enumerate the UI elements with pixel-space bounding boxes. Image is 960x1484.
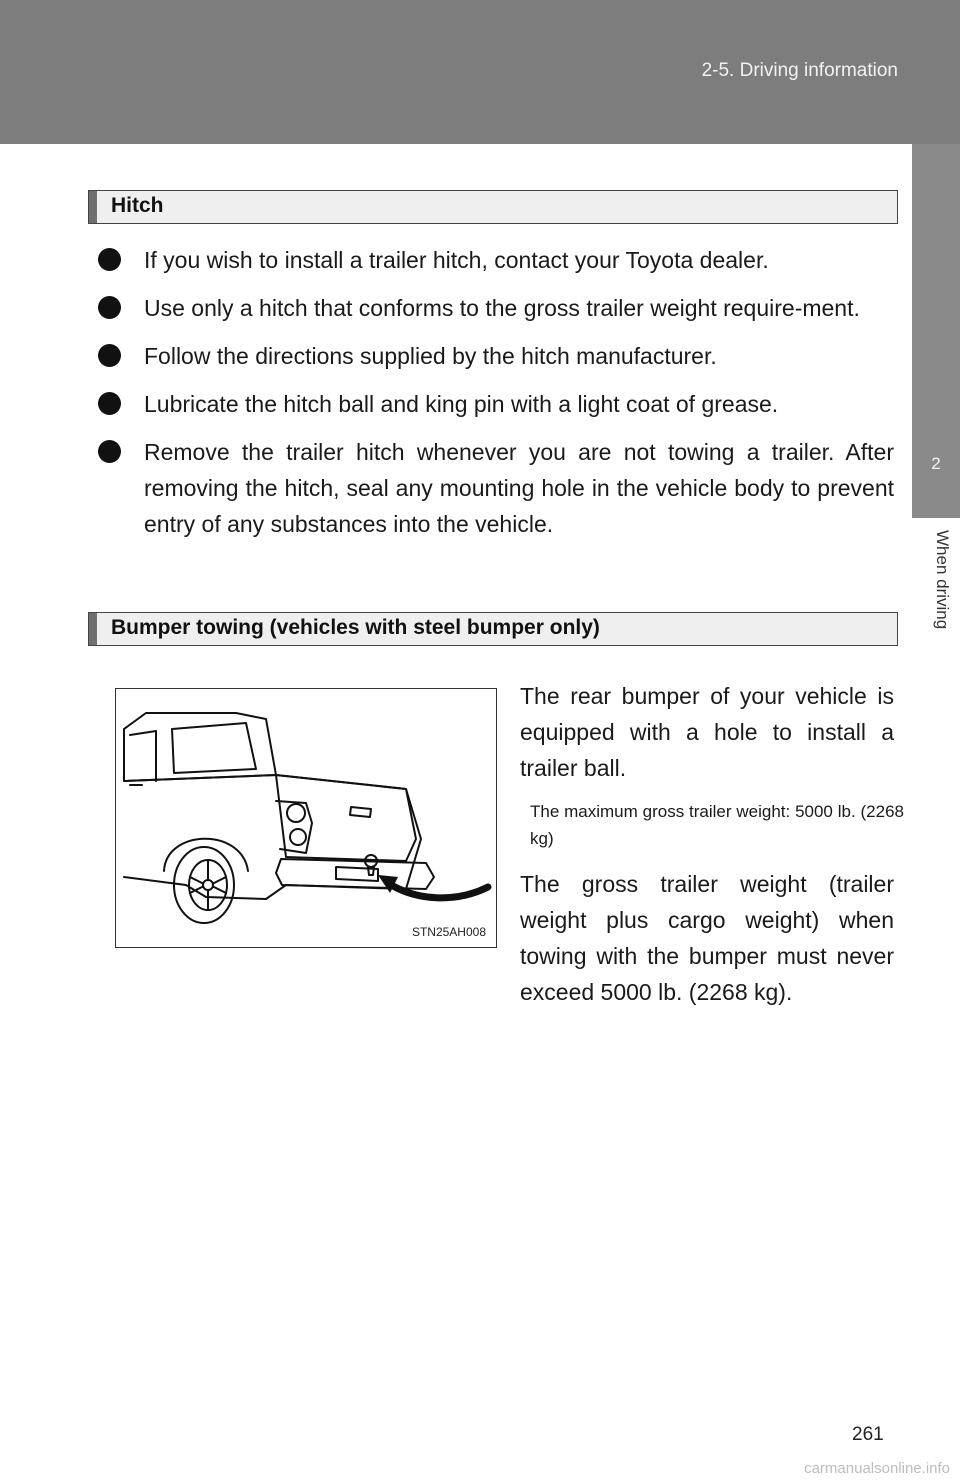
watermark: carmanualsonline.info [804,1460,950,1477]
hitch-heading: Hitch [88,190,898,224]
bullet-item [98,434,894,542]
max-weight-note: The maximum gross trailer weight: 5000 lb. (2268 kg) [530,802,904,848]
bullet-icon [98,440,121,463]
bumper-paragraph-1: The rear bumper of your vehicle is equipped with a hole to install a trailer ball. [520,683,894,781]
bullet-icon [98,344,121,367]
truck-rear-drawing [116,689,496,947]
bullet-item [98,242,894,278]
section-title: 2-5. Driving information [701,60,898,81]
bullet-item [98,386,894,422]
bumper-towing-heading: Bumper towing (vehicles with steel bumper only) [88,612,898,646]
bullet-text: Follow the directions supplied by the hitch manufacturer. [144,343,717,369]
figure-code: STN25AH008 [411,925,486,939]
bullet-text: If you wish to install a trailer hitch, contact your Toyota dealer. [144,247,769,273]
bullet-text: Use only a hitch that conforms to the gross trailer weight require-ment. [144,295,860,321]
truck-bumper-illustration [115,688,497,948]
chapter-label: When driving [933,530,952,630]
chapter-number: 2 [931,454,941,473]
hitch-bullet-list [98,242,894,554]
bumper-paragraph-2: The gross trailer weight (trailer weight plus cargo weight) when towing with the bumper must never exceed 5000 lb. (2268 kg). [520,871,894,1005]
page-number: 261 [852,1424,884,1445]
bullet-icon [98,296,121,319]
bullet-item [98,290,894,326]
bullet-icon [98,248,121,271]
bullet-icon [98,392,121,415]
bullet-item [98,338,894,374]
page-header [0,0,960,144]
bullet-text: Lubricate the hitch ball and king pin with a light coat of grease. [144,391,779,417]
bullet-text: Remove the trailer hitch whenever you are not towing a trailer. After removing the hitch, seal any mounting hole in the vehicle body to prevent entry of any substances into the vehicle. [144,439,894,537]
